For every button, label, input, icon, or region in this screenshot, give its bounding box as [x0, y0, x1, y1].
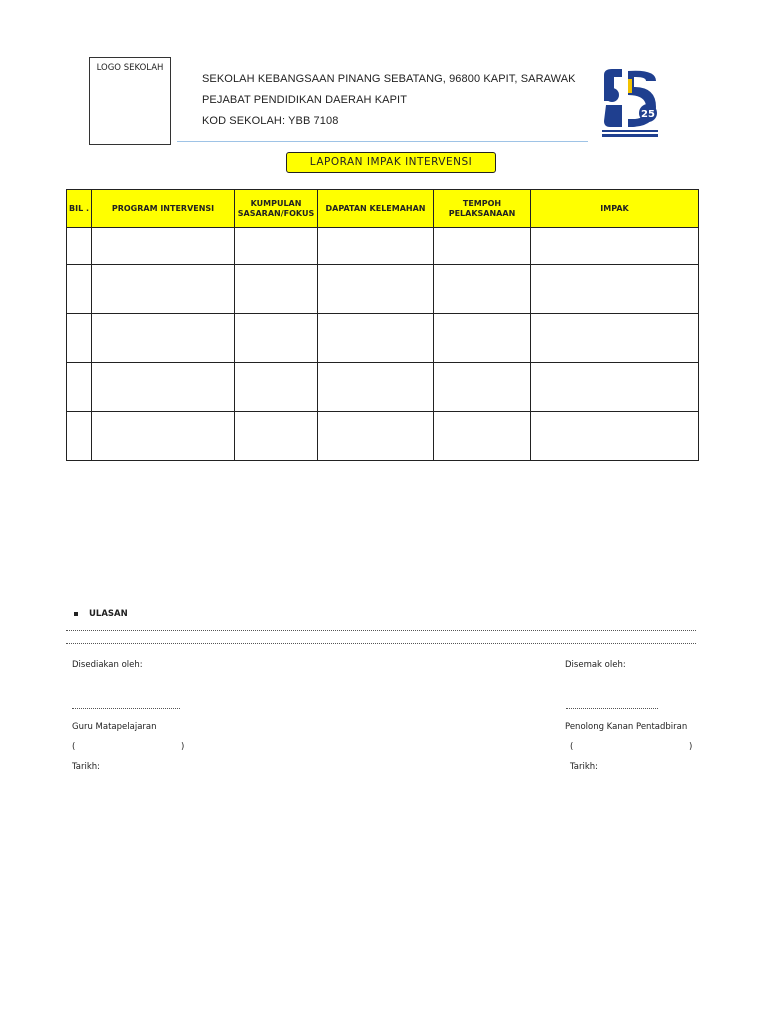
ulasan-label: ULASAN [89, 609, 128, 619]
teacher-name-open-paren: ( [72, 742, 76, 752]
table-cell[interactable] [67, 363, 92, 412]
header-dapatan: DAPATAN KELEMAHAN [318, 190, 434, 228]
teacher-name-close-paren: ) [181, 742, 185, 752]
table-cell[interactable] [67, 265, 92, 314]
table-cell[interactable] [434, 265, 531, 314]
table-cell[interactable] [434, 363, 531, 412]
header-bil: BIL . [67, 190, 92, 228]
table-cell[interactable] [92, 412, 235, 461]
table-cell[interactable] [531, 228, 699, 265]
school-name: SEKOLAH KEBANGSAAN PINANG SEBATANG, 96800 KAPIT, SARAWAK [202, 73, 576, 85]
table-cell[interactable] [531, 265, 699, 314]
school-info [202, 72, 576, 135]
table-row [67, 265, 699, 314]
table-body [67, 228, 699, 461]
teacher-signature-line[interactable] [72, 708, 180, 709]
table-cell[interactable] [67, 412, 92, 461]
table-cell[interactable] [92, 314, 235, 363]
school-logo-placeholder [89, 57, 171, 145]
table-cell[interactable] [92, 265, 235, 314]
admin-name-close-paren: ) [689, 742, 693, 752]
table-cell[interactable] [235, 228, 318, 265]
table-cell[interactable] [531, 363, 699, 412]
table-cell[interactable] [531, 314, 699, 363]
intervention-table [66, 189, 699, 461]
reviewed-by-label: Disemak oleh: [565, 660, 626, 670]
svg-text:25: 25 [641, 109, 655, 120]
table-cell[interactable] [235, 363, 318, 412]
admin-date-label: Tarikh: [570, 762, 599, 772]
district-office: PEJABAT PENDIDIKAN DAERAH KAPIT [202, 94, 408, 106]
table-cell[interactable] [235, 412, 318, 461]
logo-placeholder-label: LOGO SEKOLAH [96, 63, 164, 73]
header-divider [177, 141, 588, 142]
table-row [67, 228, 699, 265]
table-row [67, 314, 699, 363]
header-impak: IMPAK [531, 190, 699, 228]
table-cell[interactable] [67, 228, 92, 265]
table-cell[interactable] [318, 265, 434, 314]
table-cell[interactable] [434, 412, 531, 461]
report-title-text: LAPORAN IMPAK INTERVENSI [309, 156, 473, 168]
table-cell[interactable] [67, 314, 92, 363]
table-cell[interactable] [318, 412, 434, 461]
bullet-icon [74, 612, 78, 616]
header-tempoh: TEMPOH PELAKSANAAN [434, 190, 531, 228]
teacher-date-label: Tarikh: [72, 762, 101, 772]
header-program: PROGRAM INTERVENSI [92, 190, 235, 228]
table-row [67, 363, 699, 412]
school-code: KOD SEKOLAH: YBB 7108 [202, 115, 339, 127]
table-cell[interactable] [531, 412, 699, 461]
table-cell[interactable] [434, 314, 531, 363]
ts25-emblem-icon [600, 67, 660, 139]
table-cell[interactable] [235, 265, 318, 314]
table-cell[interactable] [434, 228, 531, 265]
prepared-by-label: Disediakan oleh: [72, 660, 143, 670]
table-cell[interactable] [235, 314, 318, 363]
table-header-row [67, 190, 699, 228]
report-title [286, 152, 496, 173]
admin-name-open-paren: ( [570, 742, 574, 752]
table-row [67, 412, 699, 461]
ulasan-line-1[interactable] [66, 630, 696, 631]
table-cell[interactable] [318, 228, 434, 265]
ulasan-line-2[interactable] [66, 643, 696, 644]
admin-role: Penolong Kanan Pentadbiran [565, 722, 688, 732]
table-cell[interactable] [92, 228, 235, 265]
header-kumpulan: KUMPULAN SASARAN/FOKUS [235, 190, 318, 228]
table-cell[interactable] [92, 363, 235, 412]
admin-signature-line[interactable] [566, 708, 658, 709]
table-cell[interactable] [318, 363, 434, 412]
teacher-role: Guru Matapelajaran [72, 722, 157, 732]
table-cell[interactable] [318, 314, 434, 363]
